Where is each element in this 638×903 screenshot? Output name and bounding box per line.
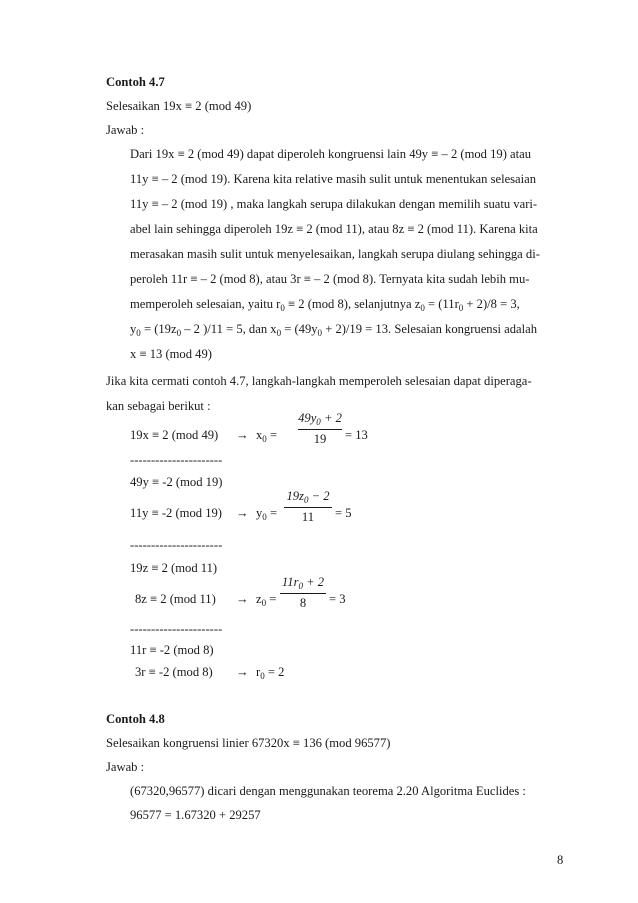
arrow-icon: → (236, 506, 249, 520)
solution-line: memperoleh selesaian, yaitu $r_0 \equiv 2$ (mod 8), selanjutnya $z_0 = (11r_0 + 2)/8 = 3$, (130, 297, 520, 313)
solution-line: x ≡ 13 (mod 49) (130, 347, 212, 361)
fraction-result: = 5 (335, 506, 352, 520)
fraction-z0 (280, 575, 326, 611)
paragraph-line: kan sebagai berikut : (106, 399, 211, 413)
fraction-bar (284, 507, 332, 508)
fraction-result: = 13 (345, 428, 368, 442)
separator-dashes: ---------------------- (130, 453, 223, 467)
fraction-numerator: $49y_0 + 2$ (298, 411, 342, 427)
solution-line: 11y ≡ – 2 (mod 19) , maka langkah serupa dilakukan dengan memilih suatu vari- (130, 197, 538, 211)
arrow-icon: → (236, 428, 249, 442)
step-congruence: 3r ≡ -2 (mod 8) (135, 665, 213, 679)
separator-dashes: ---------------------- (130, 622, 223, 636)
fraction-denominator: 19 (313, 432, 327, 446)
fraction-denominator: 8 (299, 596, 307, 610)
fraction-x0 (298, 411, 342, 447)
result-variable: $x_0$ = (256, 428, 278, 444)
fraction-result: = 3 (329, 592, 346, 606)
step-congruence: 49y ≡ -2 (mod 19) (130, 475, 223, 489)
fraction-numerator: $11r_0 + 2$ (281, 575, 325, 591)
fraction-bar (298, 429, 342, 430)
step-congruence: 8z ≡ 2 (mod 11) (135, 592, 216, 606)
step-congruence: 19x ≡ 2 (mod 49) (130, 428, 219, 442)
solution-line: merasakan masih sulit untuk menyelesaikan, langkah serupa diulang sehingga di- (130, 247, 540, 261)
example-4-8-problem: Selesaikan kongruensi linier 67320x ≡ 136 (mod 96577) (106, 736, 391, 750)
example-4-8-answer-label: Jawab : (106, 760, 145, 774)
result-variable: $z_0$ = (256, 592, 277, 608)
example-4-7-title: Contoh 4.7 (106, 75, 165, 89)
example-4-7-problem: Selesaikan 19x ≡ 2 (mod 49) (106, 99, 252, 113)
solution-line: peroleh 11r ≡ – 2 (mod 8), atau 3r ≡ – 2 (mod 8). Ternyata kita sudah lebih mu- (130, 272, 530, 286)
solution-line: (67320,96577) dicari dengan menggunakan teorema 2.20 Algoritma Euclides : (130, 784, 526, 798)
result-variable: $y_0$ = (256, 506, 278, 522)
fraction-bar (280, 593, 326, 594)
example-4-8-title: Contoh 4.8 (106, 712, 165, 726)
fraction-numerator: $19z_0 - 2$ (286, 489, 330, 505)
solution-line: 11y ≡ – 2 (mod 19). Karena kita relative masih sulit untuk menentukan selesaian (130, 172, 537, 186)
page-number: 8 (557, 853, 564, 867)
solution-line: Dari 19x ≡ 2 (mod 49) dapat diperoleh kongruensi lain 49y ≡ – 2 (mod 19) atau (130, 147, 532, 161)
fraction-y0 (284, 489, 332, 525)
solution-line: $y_0 = (19z_0 - 2$ )/11 = 5, dan $x_0 = (49y_0 + 2)/19 = 13$. Selesaian kongruensi adalah (130, 322, 538, 338)
arrow-icon: → (236, 592, 249, 606)
step-congruence: 19z ≡ 2 (mod 11) (130, 561, 218, 575)
step-congruence: 11r ≡ -2 (mod 8) (130, 643, 214, 657)
paragraph-line: Jika kita cermati contoh 4.7, langkah-langkah memperoleh selesaian dapat diperaga- (106, 374, 532, 388)
fraction-denominator: 11 (301, 510, 315, 524)
result-variable: $r_0 = 2$ (256, 665, 285, 681)
solution-line: abel lain sehingga diperoleh 19z ≡ 2 (mod 11), atau 8z ≡ 2 (mod 11). Karena kita (130, 222, 538, 236)
solution-line: 96577 = 1.67320 + 29257 (130, 808, 261, 822)
example-4-7-answer-label: Jawab : (106, 123, 145, 137)
separator-dashes: ---------------------- (130, 538, 223, 552)
step-congruence: 11y ≡ -2 (mod 19) (130, 506, 222, 520)
arrow-icon: → (236, 665, 249, 679)
